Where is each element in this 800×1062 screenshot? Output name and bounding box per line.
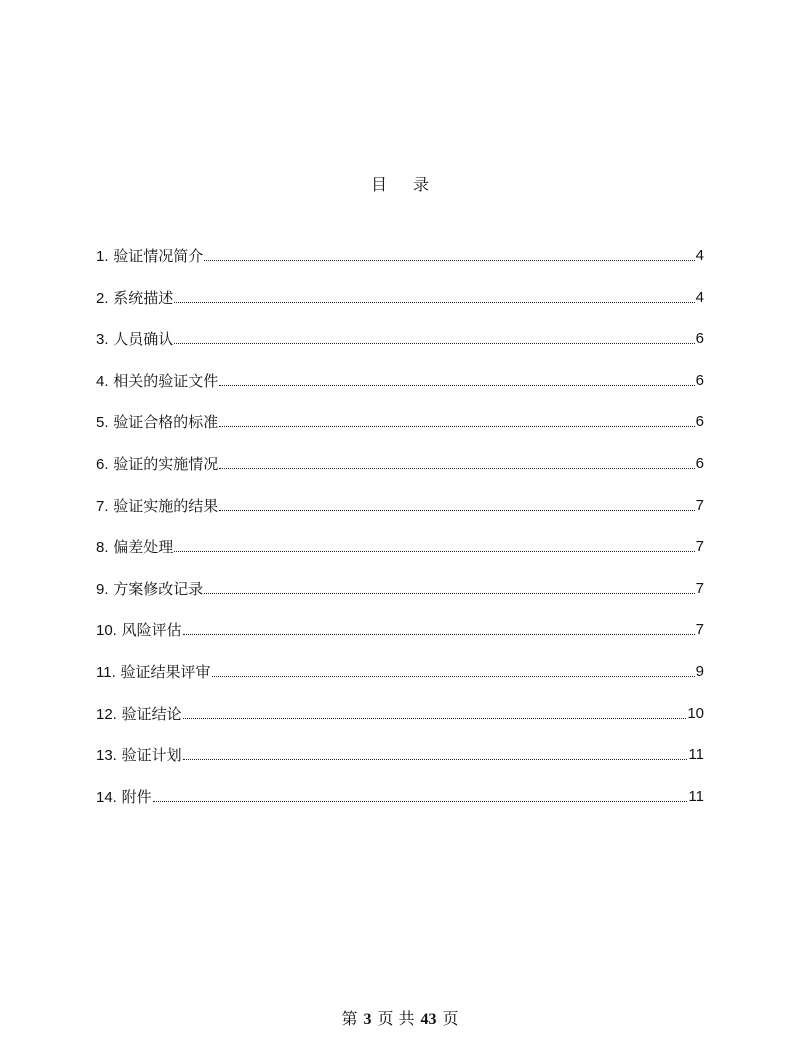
toc-entry-page-number: 10 bbox=[687, 704, 704, 722]
toc-entry-number: 2. bbox=[96, 289, 109, 307]
toc-entry-number: 3. bbox=[96, 331, 109, 349]
toc-entry-number: 13. bbox=[96, 747, 117, 765]
toc-entry-label bbox=[96, 246, 203, 267]
toc-entry-page-number: 9 bbox=[695, 662, 704, 680]
toc-entry-label bbox=[96, 371, 218, 392]
toc-entry-label bbox=[96, 579, 203, 600]
toc-entry[interactable] bbox=[96, 745, 704, 787]
toc-entry-text: 相关的验证文件 bbox=[113, 371, 219, 390]
toc-entry-page-number: 4 bbox=[695, 288, 704, 306]
toc-entry-text: 验证结果评审 bbox=[120, 662, 211, 681]
toc-entry-text: 验证情况简介 bbox=[113, 247, 204, 265]
toc-entry-label bbox=[96, 412, 218, 433]
toc-entry-text: 验证计划 bbox=[121, 746, 182, 765]
toc-dot-leader bbox=[204, 246, 694, 261]
toc-dot-leader bbox=[183, 620, 695, 635]
toc-entry-label bbox=[96, 662, 211, 683]
toc-dot-leader bbox=[174, 288, 694, 303]
toc-entry-number: 7. bbox=[96, 497, 109, 515]
toc-dot-leader bbox=[153, 787, 688, 802]
toc-entry[interactable] bbox=[96, 787, 704, 829]
toc-entry-number: 12. bbox=[96, 705, 117, 723]
toc-dot-leader bbox=[219, 454, 694, 469]
toc-dot-leader bbox=[219, 496, 694, 511]
toc-entry[interactable] bbox=[96, 329, 704, 371]
toc-entry-page-number: 7 bbox=[695, 621, 704, 639]
toc-entry-text: 方案修改记录 bbox=[113, 579, 204, 598]
toc-entry-page-number: 7 bbox=[695, 496, 704, 514]
toc-entry-text: 风险评估 bbox=[121, 621, 182, 640]
toc-entry[interactable] bbox=[96, 454, 704, 496]
footer-prefix: 第 bbox=[341, 1009, 358, 1028]
toc-entry[interactable] bbox=[96, 537, 704, 579]
toc-entry-label bbox=[96, 288, 173, 309]
toc-entry[interactable] bbox=[96, 620, 704, 662]
toc-dot-leader bbox=[183, 745, 688, 760]
toc-entry-label bbox=[96, 787, 152, 808]
toc-entry-label bbox=[96, 537, 173, 558]
toc-entry[interactable] bbox=[96, 704, 704, 746]
toc-entry[interactable] bbox=[96, 579, 704, 621]
toc-entry-number: 11. bbox=[96, 663, 116, 681]
toc-entry[interactable] bbox=[96, 662, 704, 704]
footer-current-page: 3 bbox=[363, 1011, 372, 1028]
toc-dot-leader bbox=[174, 329, 694, 344]
toc-entry-page-number: 6 bbox=[695, 413, 704, 431]
page-footer bbox=[0, 1006, 800, 1029]
toc-entry[interactable] bbox=[96, 371, 704, 413]
toc-dot-leader bbox=[212, 662, 695, 677]
toc-entry-text: 验证实施的结果 bbox=[113, 496, 219, 515]
toc-dot-leader bbox=[183, 704, 687, 719]
toc-entry-page-number: 4 bbox=[695, 247, 704, 264]
toc-entry-page-number: 6 bbox=[695, 330, 704, 348]
toc-dot-leader bbox=[219, 412, 694, 427]
toc-entry-label bbox=[96, 745, 182, 766]
toc-list bbox=[96, 246, 704, 828]
toc-title-right: 录 bbox=[413, 175, 430, 194]
toc-entry[interactable] bbox=[96, 288, 704, 330]
toc-entry-page-number: 7 bbox=[695, 579, 704, 597]
footer-middle: 页 共 bbox=[377, 1009, 415, 1028]
toc-entry-label bbox=[96, 620, 182, 641]
toc-entry-page-number: 6 bbox=[695, 454, 704, 472]
toc-title bbox=[0, 172, 800, 195]
toc-entry-page-number: 7 bbox=[695, 538, 704, 556]
toc-entry-number: 8. bbox=[96, 539, 109, 557]
toc-entry-text: 附件 bbox=[121, 787, 152, 806]
toc-entry[interactable] bbox=[96, 246, 704, 288]
toc-entry-number: 6. bbox=[96, 455, 109, 473]
toc-entry-number: 5. bbox=[96, 414, 109, 432]
footer-suffix: 页 bbox=[442, 1009, 459, 1028]
toc-entry-number: 14. bbox=[96, 788, 117, 806]
toc-entry[interactable] bbox=[96, 496, 704, 538]
toc-entry-number: 4. bbox=[96, 372, 109, 390]
toc-entry-text: 系统描述 bbox=[113, 288, 174, 307]
toc-entry-number: 1. bbox=[96, 248, 109, 265]
toc-entry-label bbox=[96, 496, 218, 517]
toc-entry-number: 10. bbox=[96, 622, 117, 640]
toc-entry-page-number: 11 bbox=[688, 746, 704, 764]
toc-title-left: 目 bbox=[370, 175, 387, 194]
toc-entry-label bbox=[96, 704, 182, 725]
toc-entry-text: 偏差处理 bbox=[113, 538, 174, 557]
toc-entry-text: 人员确认 bbox=[113, 330, 174, 349]
toc-dot-leader bbox=[174, 537, 694, 552]
toc-entry-label bbox=[96, 454, 218, 475]
toc-entry-text: 验证结论 bbox=[121, 704, 182, 723]
toc-entry-text: 验证合格的标准 bbox=[113, 413, 219, 432]
toc-entry-number: 9. bbox=[96, 580, 109, 598]
toc-entry-label bbox=[96, 329, 173, 350]
toc-entry-page-number: 11 bbox=[688, 787, 704, 805]
toc-entry-text: 验证的实施情况 bbox=[113, 454, 219, 473]
toc-entry[interactable] bbox=[96, 412, 704, 454]
toc-dot-leader bbox=[219, 371, 694, 386]
footer-total-pages: 43 bbox=[420, 1011, 437, 1028]
toc-entry-page-number: 6 bbox=[695, 371, 704, 389]
toc-dot-leader bbox=[204, 579, 694, 594]
